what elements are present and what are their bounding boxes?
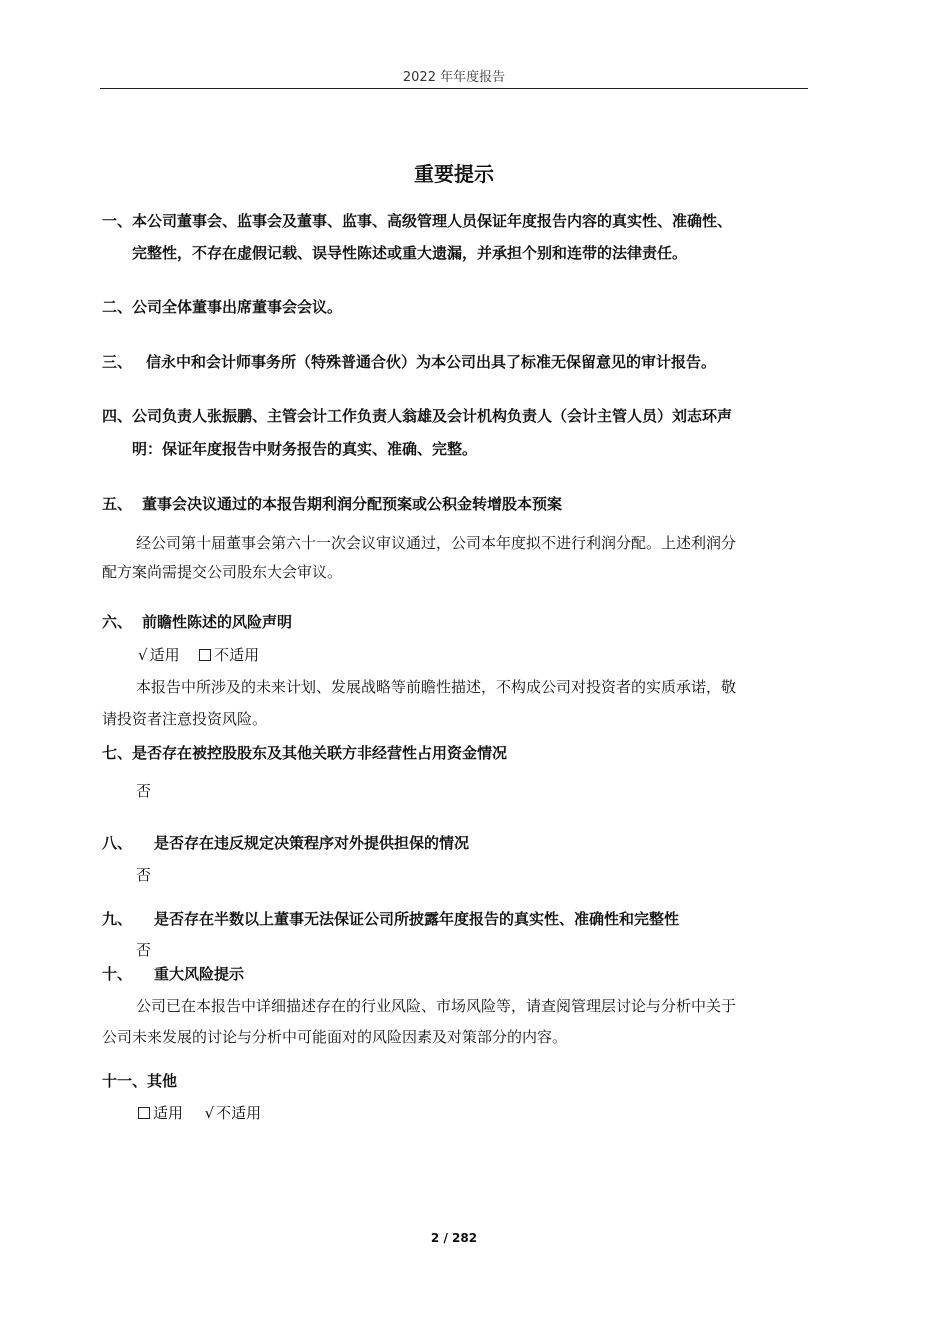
item-7-answer: 否 xyxy=(136,782,152,800)
item-10-body-cont: 公司未来发展的讨论与分析中可能面对的风险因素及对策部分的内容。 xyxy=(102,1028,568,1046)
checkbox-empty-icon xyxy=(138,1107,150,1119)
item-8-marker: 八、 xyxy=(102,834,133,852)
option-not-applicable-label: 不适用 xyxy=(216,1104,262,1122)
item-4-text-cont: 明：保证年度报告中财务报告的真实、准确、完整。 xyxy=(132,440,478,458)
item-9-marker: 九、 xyxy=(102,910,133,928)
item-1-text: 本公司董事会、监事会及董事、监事、高级管理人员保证年度报告内容的真实性、准确性、 xyxy=(132,212,733,230)
item-6-body: 本报告中所涉及的未来计划、发展战略等前瞻性描述，不构成公司对投资者的实质承诺，敬 xyxy=(136,678,737,696)
item-6-options xyxy=(138,645,259,665)
item-10-body: 公司已在本报告中详细描述存在的行业风险、市场风险等，请查阅管理层讨论与分析中关于 xyxy=(136,997,737,1015)
checkbox-empty-icon xyxy=(199,649,211,661)
check-mark-icon: √ xyxy=(138,646,148,664)
item-11-options xyxy=(138,1103,261,1123)
item-6-body-cont: 请投资者注意投资风险。 xyxy=(102,710,268,728)
item-3-marker: 三、 xyxy=(102,353,133,371)
item-1-heading xyxy=(102,211,732,231)
page-number: 2 / 282 xyxy=(430,1231,478,1245)
option-not-applicable-label: 不适用 xyxy=(214,646,260,664)
item-8-text: 是否存在违反规定决策程序对外提供担保的情况 xyxy=(154,834,470,852)
item-5-marker: 五、 xyxy=(102,495,133,513)
item-6-text: 前瞻性陈述的风险声明 xyxy=(142,613,293,631)
item-11-heading xyxy=(102,1071,177,1091)
item-4-marker: 四、 xyxy=(102,407,133,425)
item-7-heading xyxy=(102,743,507,763)
item-1-text-cont: 完整性，不存在虚假记载、误导性陈述或重大遗漏，并承担个别和连带的法律责任。 xyxy=(132,244,688,262)
item-6-marker: 六、 xyxy=(102,613,133,631)
item-2-marker: 二、 xyxy=(102,298,133,316)
item-3-text: 信永中和会计师事务所（特殊普通合伙）为本公司出具了标准无保留意见的审计报告。 xyxy=(146,353,717,371)
item-9-heading xyxy=(102,909,679,929)
item-2-text: 公司全体董事出席董事会会议。 xyxy=(132,298,343,316)
item-2-heading xyxy=(102,297,342,317)
item-8-answer: 否 xyxy=(136,866,152,884)
item-8-heading xyxy=(102,833,469,853)
item-1-marker: 一、 xyxy=(102,212,133,230)
page-header: 2022 年年度报告 xyxy=(402,70,506,85)
option-applicable-label: 适用 xyxy=(153,1104,184,1122)
header-rule xyxy=(100,88,808,89)
item-9-text: 是否存在半数以上董事无法保证公司所披露年度报告的真实性、准确性和完整性 xyxy=(154,910,680,928)
item-5-body-cont: 配方案尚需提交公司股东大会审议。 xyxy=(102,563,343,581)
item-3-heading xyxy=(102,352,716,372)
item-9-answer: 否 xyxy=(136,941,152,959)
item-4-text: 公司负责人张振鹏、主管会计工作负责人翁雄及会计机构负责人（会计主管人员）刘志环声 xyxy=(132,407,733,425)
item-5-heading xyxy=(102,494,562,514)
item-10-marker: 十、 xyxy=(102,965,133,983)
option-applicable-label: 适用 xyxy=(149,646,180,664)
page-title: 重要提示 xyxy=(414,162,494,186)
item-7-marker: 七、 xyxy=(102,744,133,762)
item-4-heading xyxy=(102,406,732,426)
item-11-text: 其他 xyxy=(147,1072,178,1090)
item-11-marker: 十一、 xyxy=(102,1072,148,1090)
item-10-text: 重大风险提示 xyxy=(154,965,245,983)
item-5-text: 董事会决议通过的本报告期利润分配预案或公积金转增股本预案 xyxy=(142,495,563,513)
item-7-text: 是否存在被控股股东及其他关联方非经营性占用资金情况 xyxy=(132,744,508,762)
check-mark-icon: √ xyxy=(204,1104,215,1122)
item-6-heading xyxy=(102,612,292,632)
item-5-body: 经公司第十届董事会第六十一次会议审议通过，公司本年度拟不进行利润分配。上述利润分 xyxy=(136,534,737,552)
item-10-heading xyxy=(102,964,244,984)
